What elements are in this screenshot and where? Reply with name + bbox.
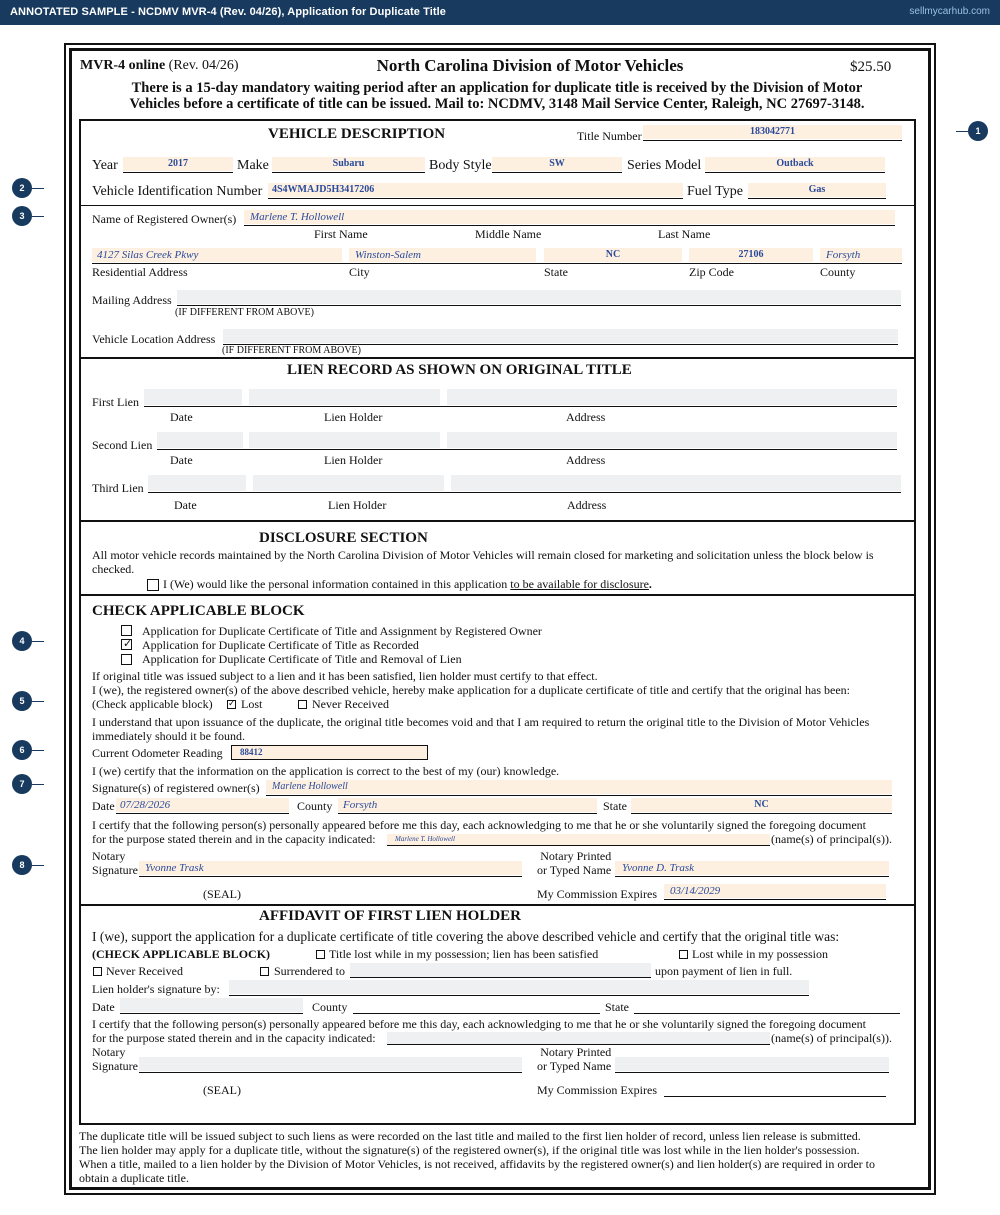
body-style-underline bbox=[492, 172, 622, 173]
annotation-marker-1[interactable]: 1 bbox=[968, 121, 988, 141]
affidavit-principal-field[interactable] bbox=[387, 1032, 770, 1044]
agency-title: North Carolina Division of Motor Vehicles bbox=[376, 56, 684, 75]
annotation-connector bbox=[32, 641, 44, 642]
county-label: County bbox=[297, 799, 333, 813]
banner-title: ANNOTATED SAMPLE - NCDMV MVR-4 (Rev. 04/26), Application for Duplicate Title bbox=[10, 6, 447, 18]
annotation-connector bbox=[32, 701, 44, 702]
notary-signature-underline bbox=[139, 876, 522, 877]
first-lien-date-field[interactable] bbox=[144, 389, 242, 405]
lien-heading: LIEN RECORD AS SHOWN ON ORIGINAL TITLE bbox=[287, 362, 632, 378]
affidavit-printed-underline bbox=[615, 1072, 889, 1073]
title-number-value: 183042771 bbox=[750, 126, 795, 137]
series-value: Outback bbox=[776, 158, 814, 169]
annotation-connector bbox=[32, 784, 44, 785]
owner-signature-underline bbox=[266, 795, 892, 796]
surrendered-underline bbox=[350, 977, 651, 978]
affidavit-county-label: County bbox=[312, 1000, 348, 1014]
affidavit-text: I (we), support the application for a duplicate certificate of title covering the above described vehicle and certify that the original title was: bbox=[92, 929, 840, 944]
annotation-connector bbox=[32, 865, 44, 866]
first-lien-holder-label: Lien Holder bbox=[324, 410, 383, 424]
divider bbox=[79, 520, 916, 522]
last-name-label: Last Name bbox=[658, 227, 711, 241]
affidavit-notary-underline bbox=[139, 1072, 522, 1073]
series-underline bbox=[705, 172, 885, 173]
vehicle-location-label: Vehicle Location Address bbox=[92, 332, 216, 346]
third-lien-holder-label: Lien Holder bbox=[328, 498, 387, 512]
middle-name-label: Middle Name bbox=[475, 227, 542, 241]
mailing-address-label: Mailing Address bbox=[92, 293, 172, 307]
fee: $25.50 bbox=[850, 59, 892, 75]
principal-label: (name(s) of principal(s)). bbox=[771, 832, 892, 846]
third-lien-address-field[interactable] bbox=[451, 475, 901, 491]
check-block-heading: CHECK APPLICABLE BLOCK bbox=[92, 603, 305, 619]
owner-signature-value: Marlene Hollowell bbox=[272, 781, 348, 792]
disclosure-checkbox[interactable] bbox=[147, 579, 159, 591]
owner-name-value: Marlene T. Hollowell bbox=[250, 211, 345, 223]
if-different-note: (IF DIFFERENT FROM ABOVE) bbox=[175, 307, 314, 318]
state-value: NC bbox=[754, 799, 769, 810]
notary-printed-label: Notary Printed or Typed Name bbox=[537, 849, 612, 877]
vin-underline bbox=[268, 198, 683, 199]
certify-correct: I (we) certify that the information on the application is correct to the best of my (our) knowledge. bbox=[92, 764, 560, 778]
series-label: Series Model bbox=[627, 158, 702, 173]
affidavit-appeared-text: I certify that the following person(s) personally appeared before me this day, each acknowledging to me that he or she voluntarily signed the foregoing document for the purpose stated therein and in the capacity indicated: bbox=[92, 1017, 866, 1045]
affidavit-state-underline bbox=[634, 1013, 900, 1014]
first-name-label: First Name bbox=[314, 227, 368, 241]
opt-removal-lien-checkbox[interactable] bbox=[121, 654, 132, 665]
banner-site-link[interactable]: sellmycarhub.com bbox=[909, 6, 990, 17]
lien-holder-signature-field[interactable] bbox=[229, 980, 809, 994]
first-lien-holder-field[interactable] bbox=[249, 389, 440, 405]
notice: There is a 15-day mandatory waiting period after an application for duplicate title is received by the Division of Motor Vehicles before a certificate of title can be issued. Mail to: NCDMV, 3148 Mail Service Center, Raleigh, NC 27697-3148. bbox=[129, 80, 865, 112]
annotation-marker-4[interactable]: 4 bbox=[12, 631, 32, 651]
lost-possession-checkbox[interactable] bbox=[679, 950, 688, 959]
understand-text: I understand that upon issuance of the duplicate, the original title becomes void and that I am required to return the original title to the Division of Motor Vehicles immediately should it be found. bbox=[92, 715, 870, 743]
date-underline bbox=[116, 813, 289, 814]
lien-holder-signature-label: Lien holder's signature by: bbox=[92, 982, 220, 996]
notary-signature-value: Yvonne Trask bbox=[145, 862, 204, 874]
county-label: County bbox=[820, 265, 856, 279]
opt-removal-lien-label: Application for Duplicate Certificate of Title and Removal of Lien bbox=[142, 652, 462, 666]
vin-value: 4S4WMAJD5H3417206 bbox=[272, 184, 375, 195]
year-value: 2017 bbox=[168, 158, 188, 169]
title-lost-satisfied-checkbox[interactable] bbox=[316, 950, 325, 959]
first-lien-address-label: Address bbox=[566, 410, 606, 424]
third-lien-date-label: Date bbox=[174, 498, 197, 512]
form-id: MVR-4 online (Rev. 04/26) bbox=[80, 58, 239, 73]
certify-text: I (we), the registered owner(s) of the above described vehicle, hereby make application for a duplicate certificate of title and certify that the original has been: bbox=[92, 683, 850, 697]
lost-possession-label: Lost while in my possession bbox=[692, 947, 829, 961]
opt-assignment-checkbox[interactable] bbox=[121, 625, 132, 636]
affidavit-printed-label: Notary Printed or Typed Name bbox=[537, 1045, 612, 1073]
second-lien-underline bbox=[157, 449, 897, 450]
year-label: Year bbox=[92, 158, 118, 173]
third-lien-date-field[interactable] bbox=[148, 475, 246, 491]
affidavit-commission-label: My Commission Expires bbox=[537, 1083, 658, 1097]
annotation-marker-2[interactable]: 2 bbox=[12, 178, 32, 198]
annotation-marker-8[interactable]: 8 bbox=[12, 855, 32, 875]
affidavit-heading: AFFIDAVIT OF FIRST LIEN HOLDER bbox=[259, 908, 522, 924]
affidavit-date-underline bbox=[120, 1013, 303, 1014]
fuel-label: Fuel Type bbox=[687, 184, 743, 199]
fuel-value: Gas bbox=[808, 184, 826, 195]
divider bbox=[79, 594, 916, 596]
appeared-text: I certify that the following person(s) personally appeared before me this day, each acknowledging to me that he or she voluntarily signed the foregoing document for the purpose stated therein and in the capacity indicated: bbox=[92, 818, 866, 846]
owner-name-underline bbox=[244, 225, 895, 226]
never-received-checkbox[interactable] bbox=[298, 700, 307, 709]
title-lost-satisfied-label: Title lost while in my possession; lien has been satisfied bbox=[329, 947, 599, 961]
annotation-connector bbox=[32, 216, 44, 217]
second-lien-address-field[interactable] bbox=[447, 432, 897, 448]
affidavit-principal-label: (name(s) of principal(s)). bbox=[771, 1031, 892, 1045]
first-lien-address-field[interactable] bbox=[447, 389, 897, 405]
seal-label: (SEAL) bbox=[203, 887, 241, 901]
affidavit-date-label: Date bbox=[92, 1000, 115, 1014]
second-lien-label: Second Lien bbox=[92, 438, 153, 452]
footer-notes: The duplicate title will be issued subject to such liens as were recorded on the last title and mailed to the first lien holder of record, unless lien release is submitted. The lien holder may apply for a duplicate title, without the signature(s) of the registered owner(s), if the original title was lost while in the lien holder's possession. When a title, mailed to a lien holder by the Division of Motor Vehicles, is not received, affidavits by the registered owner(s) and lien holder(s) are required in order to obtain a duplicate title. bbox=[79, 1129, 875, 1185]
fuel-underline bbox=[748, 198, 886, 199]
affidavit-seal-label: (SEAL) bbox=[203, 1083, 241, 1097]
body-style-value: SW bbox=[549, 158, 565, 169]
third-lien-label: Third Lien bbox=[92, 481, 144, 495]
top-banner bbox=[0, 0, 1000, 25]
first-lien-underline bbox=[144, 406, 897, 407]
city-label: City bbox=[349, 265, 370, 279]
annotation-connector bbox=[32, 188, 44, 189]
divider bbox=[79, 357, 916, 359]
affidavit-commission-underline bbox=[664, 1096, 886, 1097]
affidavit-date-field[interactable] bbox=[120, 998, 303, 1012]
owner-name-label: Name of Registered Owner(s) bbox=[92, 212, 237, 226]
check-applicable-label: (Check applicable block) bbox=[92, 697, 213, 711]
annotation-connector bbox=[32, 750, 44, 751]
third-lien-address-label: Address bbox=[567, 498, 607, 512]
year-underline bbox=[123, 172, 233, 173]
annotation-marker-5[interactable]: 5 bbox=[12, 691, 32, 711]
annotation-marker-6[interactable]: 6 bbox=[12, 740, 32, 760]
annotation-marker-3[interactable]: 3 bbox=[12, 206, 32, 226]
address-underline bbox=[92, 263, 902, 264]
title-number-label: Title Number bbox=[577, 129, 642, 143]
state-value: NC bbox=[605, 249, 621, 260]
make-underline bbox=[272, 172, 425, 173]
address-value: 4127 Silas Creek Pkwy bbox=[97, 249, 199, 261]
principal-value: Marlene T. Hollowell bbox=[395, 835, 455, 843]
notary-printed-underline bbox=[615, 876, 889, 877]
lost-label: Lost bbox=[241, 697, 263, 711]
state-underline bbox=[631, 813, 892, 814]
city-value: Winston-Salem bbox=[355, 249, 421, 261]
third-lien-underline bbox=[148, 492, 901, 493]
body-style-label: Body Style bbox=[429, 158, 492, 173]
annotation-marker-7[interactable]: 7 bbox=[12, 774, 32, 794]
notary-signature-label: Notary Signature bbox=[92, 849, 138, 877]
state-label: State bbox=[544, 265, 568, 279]
surrendered-label: Surrendered to bbox=[274, 964, 345, 978]
affidavit-check-label: (CHECK APPLICABLE BLOCK) bbox=[92, 947, 271, 961]
zip-value: 27106 bbox=[738, 249, 764, 260]
make-label: Make bbox=[237, 158, 269, 173]
disclosure-text: All motor vehicle records maintained by the North Carolina Division of Motor Vehicles will remain closed for marketing and solicitation unless the block below is checked. bbox=[92, 548, 874, 576]
vin-label: Vehicle Identification Number bbox=[92, 184, 263, 199]
first-lien-label: First Lien bbox=[92, 395, 139, 409]
mailing-underline bbox=[177, 305, 901, 306]
affidavit-notary-label: Notary Signature bbox=[92, 1045, 138, 1073]
affidavit-never-checkbox[interactable] bbox=[93, 967, 102, 976]
lost-checkbox[interactable] bbox=[227, 700, 236, 709]
surrendered-field[interactable] bbox=[350, 963, 651, 977]
county-value: Forsyth bbox=[826, 249, 861, 261]
disclosure-heading: DISCLOSURE SECTION bbox=[259, 530, 428, 546]
notary-printed-value: Yvonne D. Trask bbox=[622, 862, 695, 874]
opt-as-recorded-checkbox[interactable] bbox=[121, 639, 132, 650]
date-value: 07/28/2026 bbox=[120, 799, 171, 811]
residential-address-label: Residential Address bbox=[92, 265, 188, 279]
zip-label: Zip Code bbox=[689, 265, 734, 279]
odometer-label: Current Odometer Reading bbox=[92, 746, 223, 760]
vehicle-heading: VEHICLE DESCRIPTION bbox=[268, 126, 446, 142]
affidavit-notary-signature-field[interactable] bbox=[139, 1057, 522, 1071]
second-lien-holder-field[interactable] bbox=[249, 432, 440, 448]
commission-underline bbox=[664, 899, 886, 900]
owner-signature-label: Signature(s) of registered owner(s) bbox=[92, 781, 260, 795]
opt-as-recorded-label: Application for Duplicate Certificate of Title as Recorded bbox=[142, 638, 419, 652]
owner-signature-field[interactable] bbox=[266, 780, 892, 794]
vehicle-location-field[interactable] bbox=[223, 329, 898, 343]
make-value: Subaru bbox=[332, 158, 365, 169]
first-lien-date-label: Date bbox=[170, 410, 193, 424]
opt-assignment-label: Application for Duplicate Certificate of Title and Assignment by Registered Owner bbox=[142, 624, 542, 638]
odometer-value: 88412 bbox=[240, 747, 263, 757]
second-lien-holder-label: Lien Holder bbox=[324, 453, 383, 467]
divider bbox=[79, 904, 916, 906]
lien-holder-signature-underline bbox=[229, 995, 809, 996]
second-lien-date-label: Date bbox=[170, 453, 193, 467]
commission-value: 03/14/2029 bbox=[670, 885, 721, 897]
never-received-label: Never Received bbox=[312, 697, 389, 711]
mailing-address-field[interactable] bbox=[177, 290, 901, 304]
third-lien-holder-field[interactable] bbox=[253, 475, 444, 491]
affidavit-state-label: State bbox=[605, 1000, 629, 1014]
county-value: Forsyth bbox=[343, 799, 378, 811]
surrendered-checkbox[interactable] bbox=[260, 967, 269, 976]
state-label: State bbox=[603, 799, 627, 813]
second-lien-address-label: Address bbox=[566, 453, 606, 467]
lien-note: If original title was issued subject to a lien and it has been satisfied, lien holder must certify to that effect. bbox=[92, 669, 598, 683]
affidavit-printed-field[interactable] bbox=[615, 1057, 889, 1071]
if-different-note-2: (IF DIFFERENT FROM ABOVE) bbox=[222, 345, 361, 356]
commission-label: My Commission Expires bbox=[537, 887, 658, 901]
affidavit-county-underline bbox=[353, 1013, 600, 1014]
date-label: Date bbox=[92, 799, 115, 813]
second-lien-date-field[interactable] bbox=[157, 432, 243, 448]
disclosure-option: I (We) would like the personal information contained in this application to be available for disclosure. bbox=[163, 577, 652, 591]
annotation-connector bbox=[956, 131, 968, 132]
affidavit-never-label: Never Received bbox=[106, 964, 183, 978]
upon-payment-label: upon payment of lien in full. bbox=[655, 964, 793, 978]
divider bbox=[79, 205, 916, 206]
principal-underline bbox=[387, 845, 770, 846]
title-number-underline bbox=[643, 140, 902, 141]
county-underline bbox=[338, 813, 597, 814]
